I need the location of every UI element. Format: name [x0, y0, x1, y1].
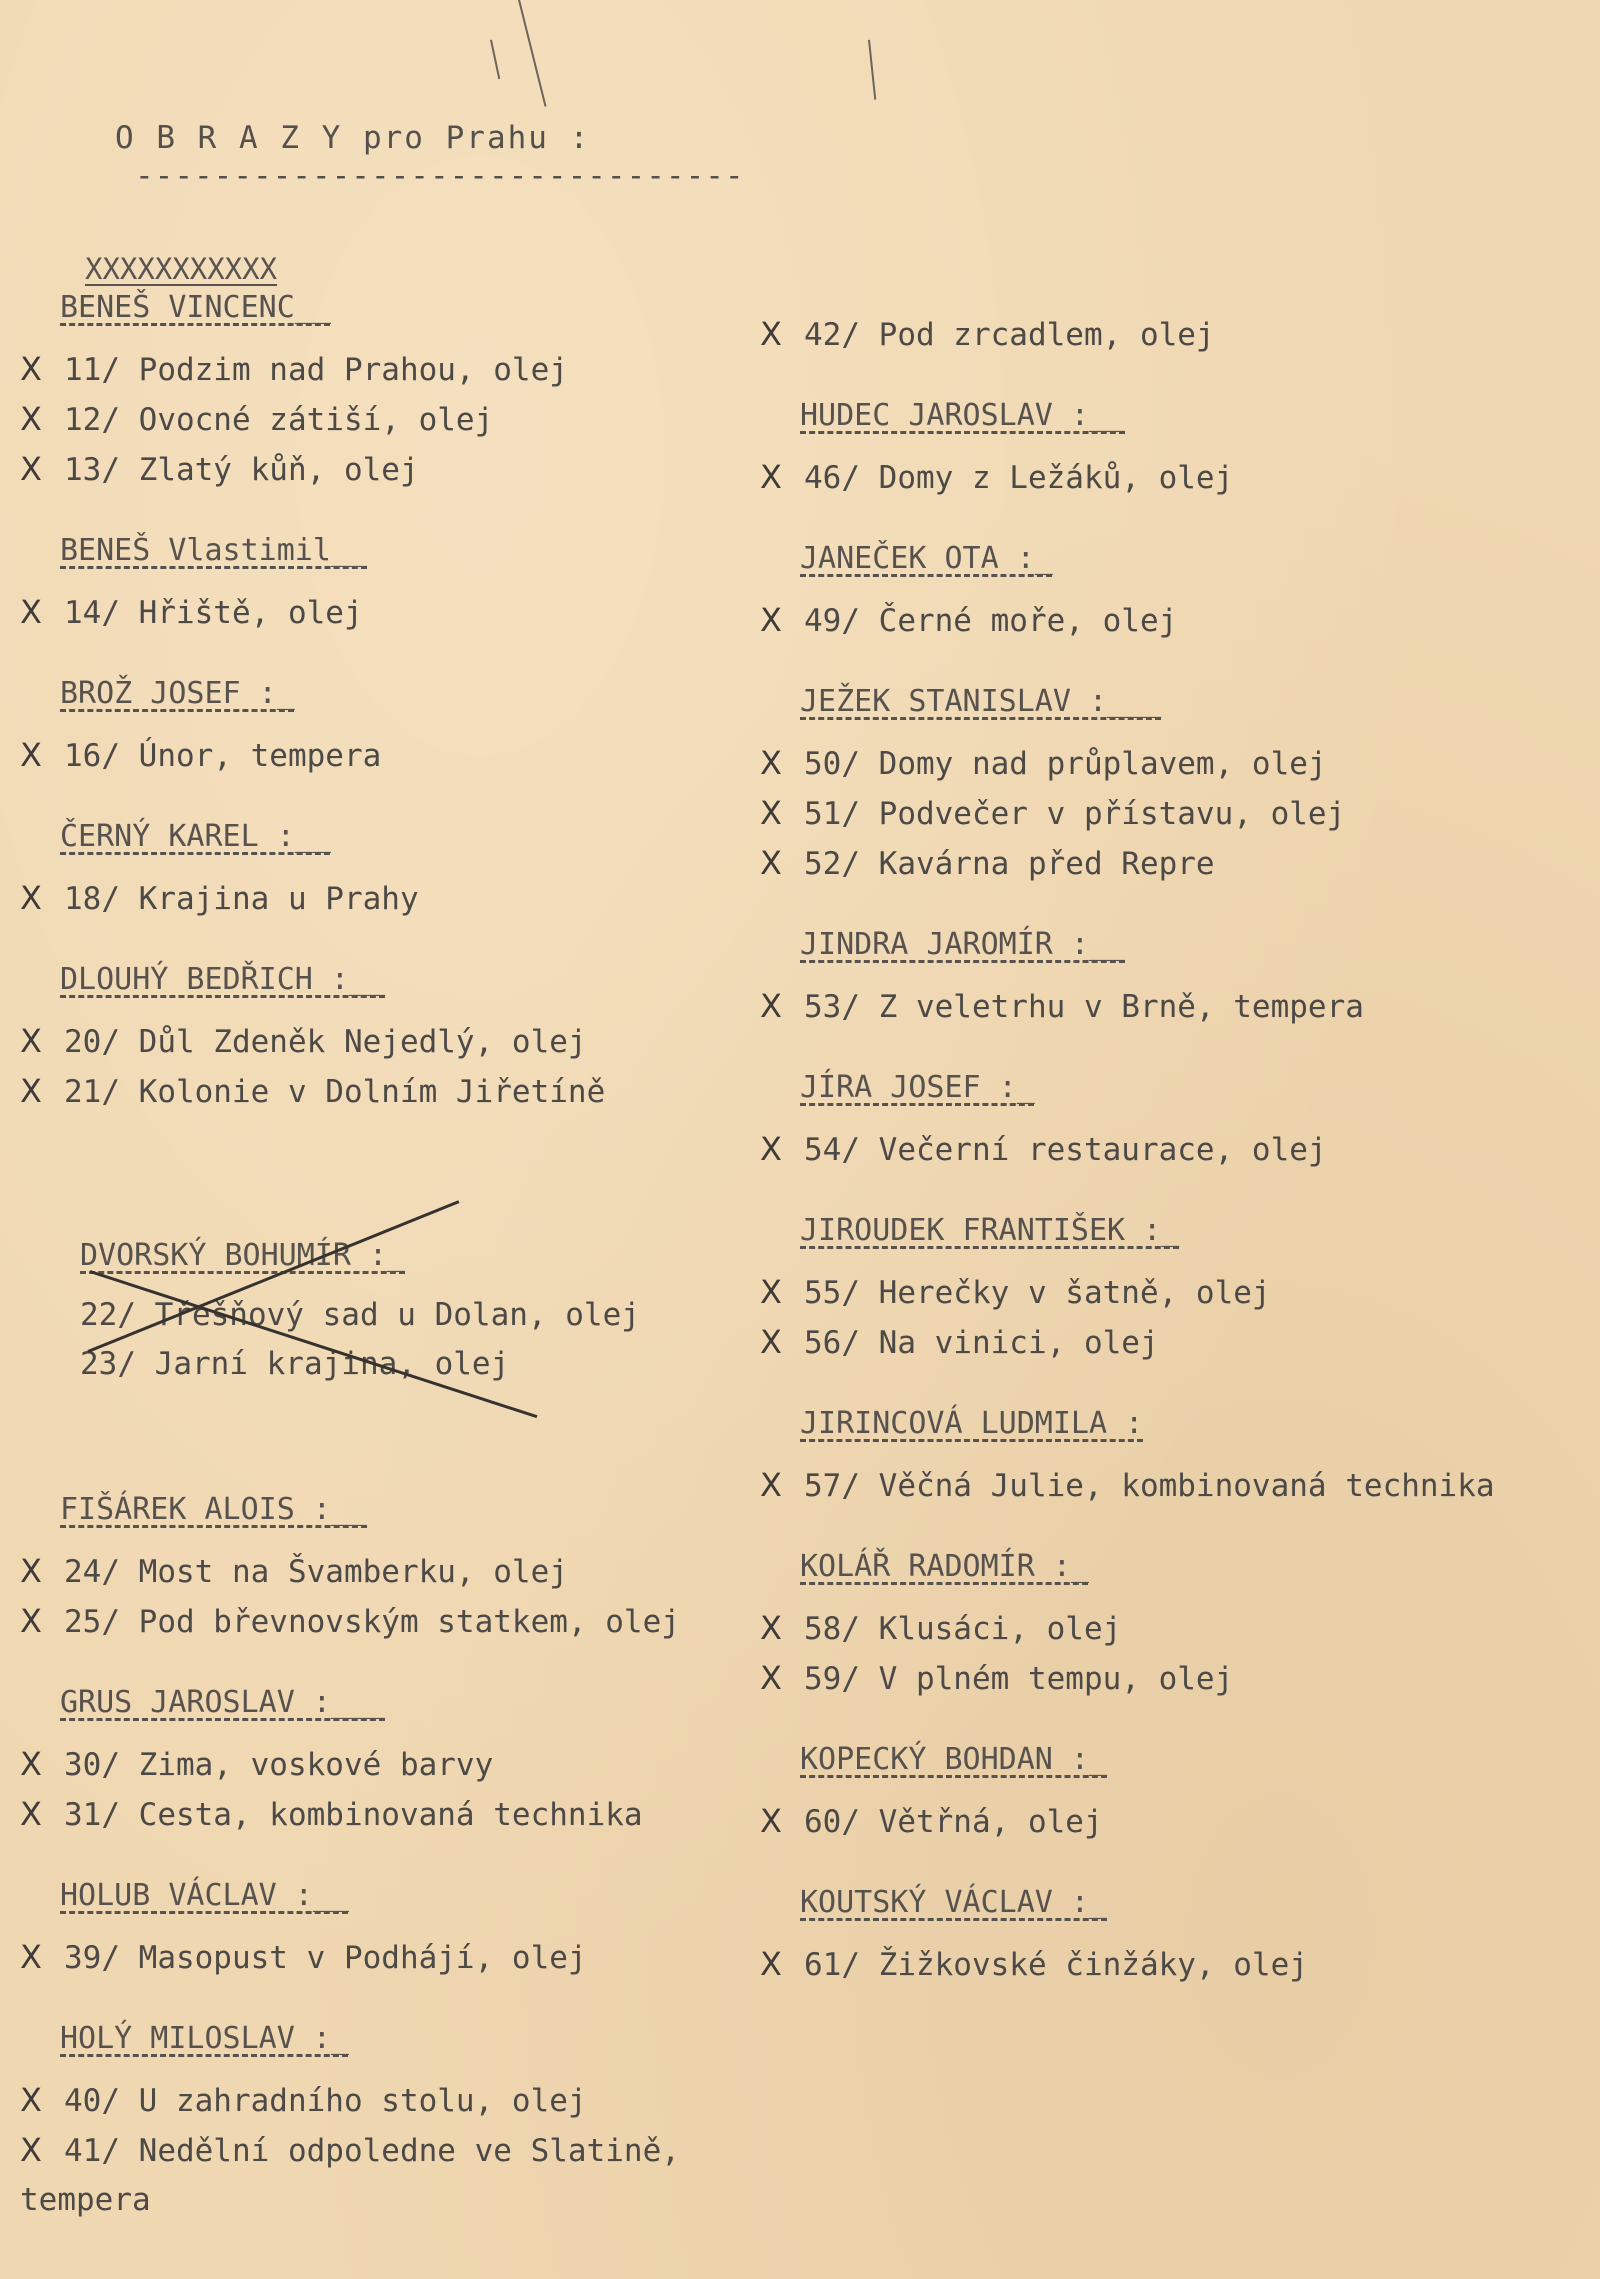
artwork-text: 21/ Kolonie v Dolním Jiřetíně	[64, 1074, 606, 1110]
check-mark-icon: X	[760, 744, 782, 782]
artwork-item	[80, 1291, 640, 1340]
artist-group	[20, 962, 740, 1117]
artwork-text: 31/ Cesta, kombinovaná technika	[64, 1797, 643, 1833]
artwork-text: 41/ Nedělní odpoledne ve Slatině, tempera	[20, 2133, 680, 2218]
check-mark-icon: X	[760, 1659, 782, 1697]
check-mark-icon: X	[760, 1323, 782, 1361]
artwork-text: 13/ Zlatý kůň, olej	[64, 452, 419, 488]
artist-group	[760, 1213, 1600, 1368]
check-mark-icon: X	[20, 350, 42, 388]
artwork-text: 16/ Únor, tempera	[64, 738, 382, 774]
artist-group	[20, 819, 740, 924]
artist-name: JIROUDEK FRANTIŠEK :_	[800, 1213, 1180, 1248]
artwork-item	[760, 596, 1600, 646]
artwork-text: 20/ Důl Zdeněk Nejedlý, olej	[64, 1024, 587, 1060]
artwork-item	[760, 1461, 1600, 1511]
artwork-item	[760, 310, 1600, 360]
artwork-text: 56/ Na vinici, olej	[804, 1325, 1159, 1361]
artwork-item	[20, 1547, 740, 1597]
artwork-text: 60/ Větřná, olej	[804, 1804, 1103, 1840]
artist-group	[760, 1885, 1600, 1990]
artwork-text: 42/ Pod zrcadlem, olej	[804, 317, 1215, 353]
artist-name: KOUTSKÝ VÁCLAV :_	[800, 1885, 1108, 1920]
artwork-item	[760, 1268, 1600, 1318]
artwork-text: 12/ Ovocné zátiší, olej	[64, 402, 494, 438]
artist-group	[20, 2021, 740, 2225]
check-mark-icon: X	[760, 1466, 782, 1504]
artist-group	[760, 1406, 1600, 1511]
artist-name: BENEŠ VINCENC__	[60, 290, 331, 325]
artist-group	[20, 1685, 740, 1840]
artwork-text: 53/ Z veletrhu v Brně, tempera	[804, 989, 1364, 1025]
artist-group	[760, 541, 1600, 646]
artist-name: JÍRA JOSEF :_	[800, 1070, 1035, 1105]
check-mark-icon: X	[20, 1938, 42, 1976]
check-mark-icon: X	[760, 1945, 782, 1983]
artwork-text: 54/ Večerní restaurace, olej	[804, 1132, 1327, 1168]
artist-group	[760, 398, 1600, 503]
artist-group	[760, 1549, 1600, 1704]
artwork-text: 14/ Hřiště, olej	[64, 595, 363, 631]
left-column-lower	[20, 1492, 740, 2263]
artwork-text: 11/ Podzim nad Prahou, olej	[64, 352, 568, 388]
artwork-item	[20, 445, 740, 495]
check-mark-icon: X	[20, 1072, 42, 1110]
artwork-item	[760, 982, 1600, 1032]
pencil-stroke	[518, 0, 547, 107]
artist-name: BROŽ JOSEF :_	[60, 676, 295, 711]
artist-group	[760, 1070, 1600, 1175]
artist-name: JANEČEK OTA :_	[800, 541, 1053, 576]
check-mark-icon: X	[760, 315, 782, 353]
artist-name: JEŽEK STANISLAV :___	[800, 684, 1162, 719]
check-mark-icon: X	[20, 1795, 42, 1833]
artist-name: KOLÁŘ RADOMÍR :_	[800, 1549, 1089, 1584]
artwork-item	[20, 395, 740, 445]
artist-name: DLOUHÝ BEDŘICH :__	[60, 962, 386, 997]
artwork-text: 51/ Podvečer v přístavu, olej	[804, 796, 1346, 832]
artist-name: JINDRA JAROMÍR :__	[800, 927, 1126, 962]
artist-group	[20, 290, 740, 495]
artwork-item	[20, 345, 740, 395]
artwork-item	[760, 789, 1600, 839]
artwork-item	[760, 1125, 1600, 1175]
check-mark-icon: X	[20, 1745, 42, 1783]
check-mark-icon: X	[20, 450, 42, 488]
artwork-text: 52/ Kavárna před Repre	[804, 846, 1215, 882]
artwork-text: 40/ U zahradního stolu, olej	[64, 2083, 587, 2119]
artwork-text: 23/ Jarní krajina, olej	[80, 1346, 510, 1382]
artwork-item	[20, 1740, 740, 1790]
artwork-item	[760, 839, 1600, 889]
artwork-text: 49/ Černé moře, olej	[804, 603, 1178, 639]
artwork-text: 22/ Třešňový sad u Dolan, olej	[80, 1297, 640, 1333]
artist-name: BENEŠ Vlastimil__	[60, 533, 368, 568]
artwork-text: 55/ Herečky v šatně, olej	[804, 1275, 1271, 1311]
cancelled-artist-group	[80, 1238, 640, 1389]
artist-group	[760, 310, 1600, 360]
artwork-text: 39/ Masopust v Podhájí, olej	[64, 1940, 587, 1976]
artwork-item	[20, 1067, 740, 1117]
artwork-text: 46/ Domy z Ležáků, olej	[804, 460, 1234, 496]
artwork-item	[20, 1933, 740, 1983]
check-mark-icon: X	[760, 1609, 782, 1647]
artist-name: HOLUB VÁCLAV :__	[60, 1878, 349, 1913]
artwork-text: 30/ Zima, voskové barvy	[64, 1747, 494, 1783]
struck-out-word: XXXXXXXXXXX	[85, 252, 278, 286]
artwork-item	[20, 874, 740, 924]
artwork-item	[20, 2076, 740, 2126]
artist-name: JIRINCOVÁ LUDMILA :	[800, 1406, 1144, 1441]
page-title: O B R A Z Y pro Prahu :	[115, 120, 591, 156]
artwork-text: 50/ Domy nad průplavem, olej	[804, 746, 1327, 782]
artwork-item	[20, 1790, 740, 1840]
artwork-text: 25/ Pod břevnovským statkem, olej	[64, 1604, 680, 1640]
artwork-item	[20, 2126, 740, 2225]
check-mark-icon: X	[20, 593, 42, 631]
artist-name: HOLÝ MILOSLAV :_	[60, 2021, 349, 2056]
artist-name: FIŠÁREK ALOIS :__	[60, 1492, 368, 1527]
artwork-item	[760, 1654, 1600, 1704]
check-mark-icon: X	[20, 1552, 42, 1590]
artwork-item	[20, 731, 740, 781]
artist-group	[20, 1492, 740, 1647]
artist-group	[760, 1742, 1600, 1847]
artist-name: KOPECKÝ BOHDAN :_	[800, 1742, 1108, 1777]
artwork-item	[760, 1318, 1600, 1368]
artwork-text: 59/ V plném tempu, olej	[804, 1661, 1234, 1697]
artwork-text: 61/ Žižkovské činžáky, olej	[804, 1947, 1308, 1983]
artist-group	[760, 684, 1600, 889]
artist-group	[760, 927, 1600, 1032]
check-mark-icon: X	[760, 1273, 782, 1311]
artwork-text: 24/ Most na Švamberku, olej	[64, 1554, 568, 1590]
artwork-item	[20, 588, 740, 638]
artwork-item	[760, 453, 1600, 503]
check-mark-icon: X	[760, 844, 782, 882]
check-mark-icon: X	[760, 987, 782, 1025]
artwork-text: 18/ Krajina u Prahy	[64, 881, 419, 917]
artist-name: HUDEC JAROSLAV :__	[800, 398, 1126, 433]
check-mark-icon: X	[20, 2081, 42, 2119]
artist-name: DVORSKÝ BOHUMÍR :_	[80, 1238, 406, 1273]
artwork-item	[20, 1597, 740, 1647]
artwork-text: 57/ Věčná Julie, kombinovaná technika	[804, 1468, 1495, 1504]
artist-group	[20, 676, 740, 781]
check-mark-icon: X	[760, 601, 782, 639]
artwork-item	[20, 1017, 740, 1067]
pencil-stroke	[490, 40, 500, 80]
left-column	[20, 290, 740, 1155]
artwork-item	[760, 1940, 1600, 1990]
artwork-item	[760, 739, 1600, 789]
check-mark-icon: X	[20, 736, 42, 774]
artist-name: GRUS JAROSLAV :___	[60, 1685, 386, 1720]
check-mark-icon: X	[20, 1602, 42, 1640]
right-column	[760, 310, 1600, 2028]
title-underline: -------------------------------	[135, 158, 745, 194]
check-mark-icon: X	[760, 794, 782, 832]
artist-group	[20, 1878, 740, 1983]
artist-group	[20, 533, 740, 638]
artist-name: ČERNÝ KAREL :__	[60, 819, 331, 854]
pencil-stroke	[868, 40, 876, 100]
check-mark-icon: X	[760, 1802, 782, 1840]
artwork-item	[80, 1340, 640, 1389]
artwork-item	[760, 1797, 1600, 1847]
artwork-item	[760, 1604, 1600, 1654]
check-mark-icon: X	[20, 400, 42, 438]
check-mark-icon: X	[20, 1022, 42, 1060]
check-mark-icon: X	[20, 879, 42, 917]
check-mark-icon: X	[760, 1130, 782, 1168]
check-mark-icon: X	[760, 458, 782, 496]
check-mark-icon: X	[20, 2131, 42, 2169]
artwork-text: 58/ Klusáci, olej	[804, 1611, 1122, 1647]
